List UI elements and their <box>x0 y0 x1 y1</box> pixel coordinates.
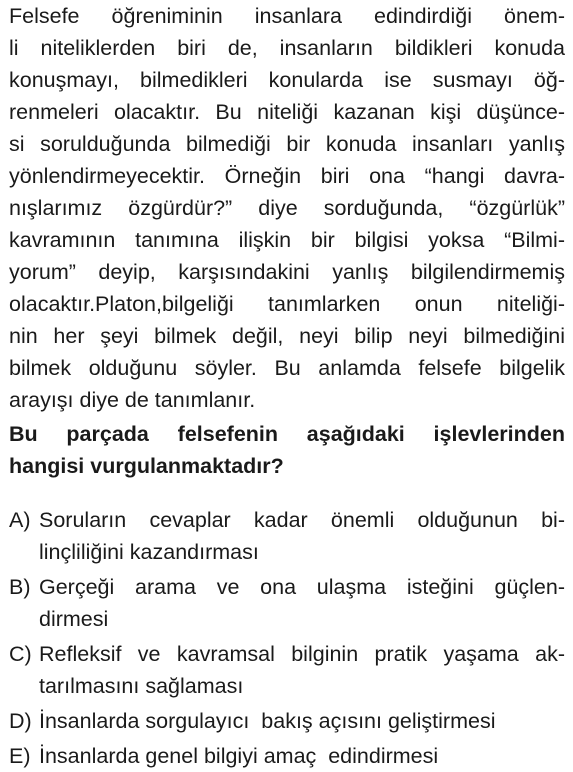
passage-line: renmeleri olacaktır. Bu niteliği kazanan kişi düşünce- <box>9 100 565 124</box>
option-text <box>39 740 565 772</box>
option-line: Soruların cevaplar kadar önemli olduğunun bi- <box>39 508 565 532</box>
passage-line: nışlarımız özgürdür?” diye sorduğunda, “özgürlük” <box>9 196 565 220</box>
option-b[interactable] <box>9 571 565 635</box>
option-line: İnsanlarda sorgulayıcı bakış açısını geliştirmesi <box>39 709 496 733</box>
passage-line: bilmek olduğunu söyler. Bu anlamda felsefe bilgelik <box>9 356 565 380</box>
passage-line: Felsefe öğreniminin insanlara edindirdiği önem- <box>9 4 565 28</box>
question-stem <box>9 418 565 482</box>
option-text <box>39 504 565 568</box>
option-line: linçliliğini kazandırması <box>39 540 259 564</box>
option-letter: A) <box>9 508 31 532</box>
answer-options <box>9 504 565 772</box>
option-line: dirmesi <box>39 607 109 631</box>
option-letter: B) <box>9 575 31 599</box>
option-line: tarılmasını sağlaması <box>39 674 244 698</box>
passage-line: si sorulduğunda bilmediği bir konuda insanları yanlış <box>9 132 565 156</box>
option-line: Gerçeği arama ve ona ulaşma isteğini güçlen- <box>39 575 565 599</box>
passage-line: nin her şeyi bilmek değil, neyi bilip neyi bilmediğini <box>9 324 565 348</box>
option-letter: C) <box>9 642 32 666</box>
option-e[interactable] <box>9 740 565 772</box>
question-line: Bu parçada felsefenin aşağıdaki işlevlerinden <box>9 422 565 446</box>
passage-line: li niteliklerden biri de, insanların bildikleri konuda <box>9 36 565 60</box>
option-a[interactable] <box>9 504 565 568</box>
passage-line: kavramının tanımına ilişkin bir bilgisi yoksa “Bilmi- <box>9 228 565 252</box>
passage-line: olacaktır.Platon,bilgeliği tanımlarken onun niteliği- <box>9 292 565 316</box>
passage-text <box>9 0 565 416</box>
option-letter: E) <box>9 744 31 768</box>
option-text <box>39 705 565 737</box>
passage-line: arayışı diye de tanımlanır. <box>9 388 256 412</box>
option-line: Refleksif ve kavramsal bilginin pratik yaşama ak- <box>39 642 565 666</box>
option-letter: D) <box>9 709 32 733</box>
option-text <box>39 571 565 635</box>
question-line: hangisi vurgulanmaktadır? <box>9 454 284 478</box>
passage-line: yorum” deyip, karşısındakini yanlış bilgilendirmemiş <box>9 260 565 284</box>
option-c[interactable] <box>9 638 565 702</box>
passage-line: konuşmayı, bilmedikleri konularda ise susmayı öğ- <box>9 68 565 92</box>
option-d[interactable] <box>9 705 565 737</box>
option-line: İnsanlarda genel bilgiyi amaç edindirmesi <box>39 744 439 768</box>
option-text <box>39 638 565 702</box>
passage-line: yönlendirmeyecektir. Örneğin biri ona “hangi davra- <box>9 164 565 188</box>
